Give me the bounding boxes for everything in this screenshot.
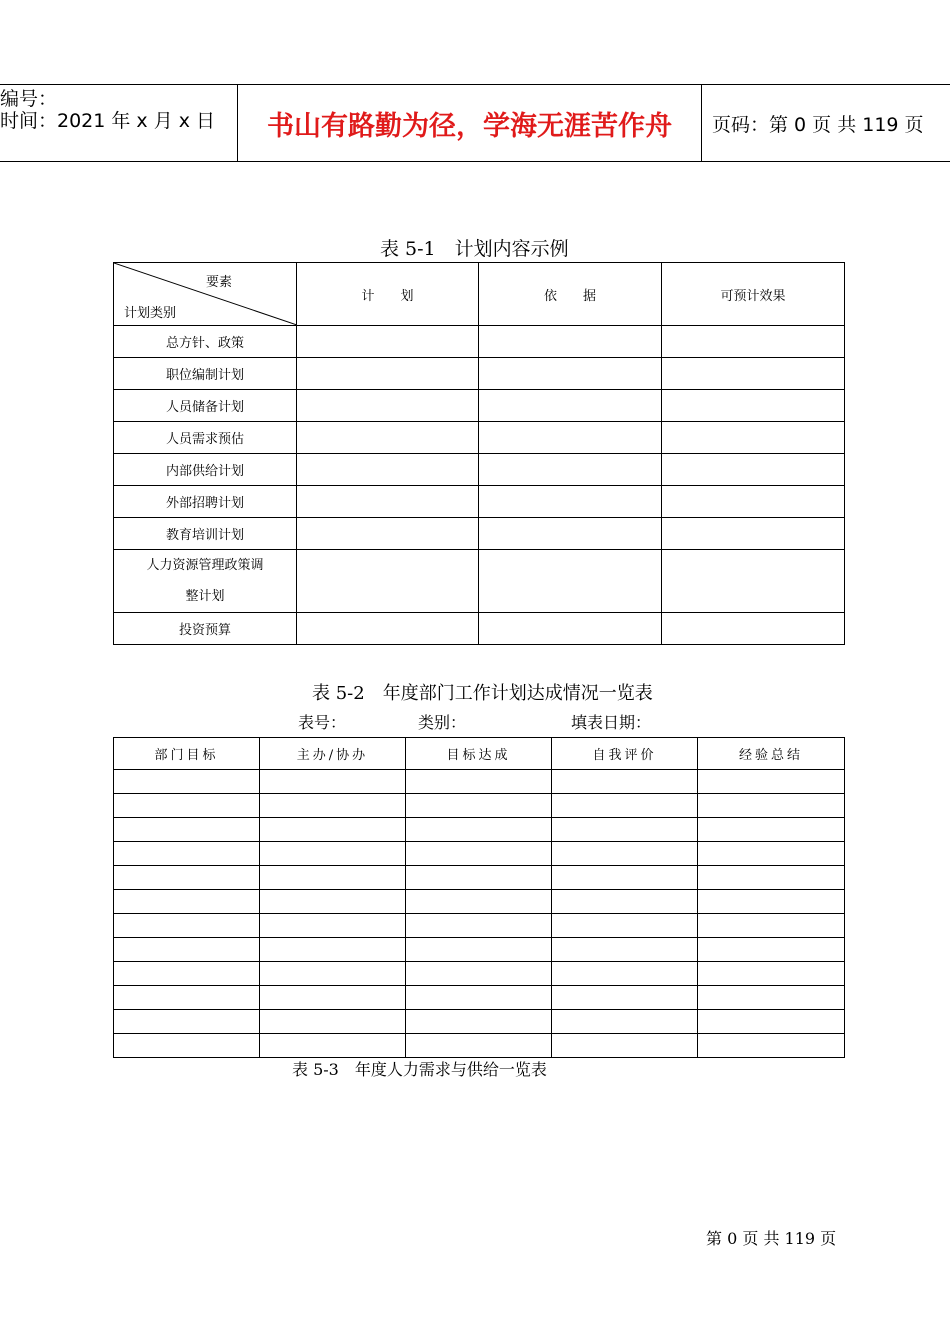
corner-top-label: 要素 (206, 275, 233, 290)
table-row (114, 794, 845, 818)
row-label: 教育培训计划 (114, 518, 297, 550)
row-label: 总方针、政策 (114, 326, 297, 358)
header-page-info: 页码：第 0 页 共 119 页 (712, 113, 924, 136)
table2-caption: 表 5-2 年度部门工作计划达成情况一览表 (312, 683, 653, 704)
row-label: 内部供给计划 (114, 454, 297, 486)
corner-bottom-label: 计划类别 (124, 306, 177, 321)
header-divider (701, 85, 702, 161)
table3-caption: 表 5-3 年度人力需求与供给一览表 (292, 1060, 547, 1079)
column-header: 目标达成 (406, 738, 552, 770)
number-label: 编号： (0, 88, 58, 110)
fill-date-label: 填表日期： (571, 713, 652, 732)
header-motto: 书山有路勤为径，学海无涯苦作舟 (267, 110, 672, 142)
table-row (114, 1010, 845, 1034)
table1-caption: 表 5-1 计划内容示例 (380, 238, 569, 260)
row-label-line2: 整计划 (185, 589, 225, 604)
table1-corner-cell (114, 263, 297, 326)
plan-content-table (113, 262, 845, 645)
row-label: 外部招聘计划 (114, 486, 297, 518)
document-header (0, 84, 950, 162)
column-header: 自我评价 (552, 738, 698, 770)
table-row (114, 1034, 845, 1058)
row-label: 人员需求预估 (114, 422, 297, 454)
column-header: 主办/协办 (260, 738, 406, 770)
table-row (114, 962, 845, 986)
table-row (114, 986, 845, 1010)
row-label-multiline (114, 550, 297, 613)
table-row (114, 842, 845, 866)
column-header: 计 划 (297, 263, 479, 326)
row-label: 投资预算 (114, 613, 297, 645)
column-header: 可预计效果 (662, 263, 845, 326)
table-row (114, 770, 845, 794)
column-header: 依 据 (479, 263, 662, 326)
category-label: 类别： (418, 713, 467, 732)
table-row (114, 818, 845, 842)
table-number-label: 表号： (298, 713, 347, 732)
table-row (114, 938, 845, 962)
table-row (114, 890, 845, 914)
row-label-line1: 人力资源管理政策调 (146, 558, 264, 573)
table-row (114, 866, 845, 890)
row-label: 人员储备计划 (114, 390, 297, 422)
table-row (114, 914, 845, 938)
department-plan-table (113, 737, 845, 1058)
row-label: 职位编制计划 (114, 358, 297, 390)
column-header: 部门目标 (114, 738, 260, 770)
time-label: 时间：2021 年 x 月 x 日 (0, 110, 216, 132)
column-header: 经验总结 (698, 738, 845, 770)
footer-page-info: 第 0 页 共 119 页 (706, 1229, 837, 1248)
